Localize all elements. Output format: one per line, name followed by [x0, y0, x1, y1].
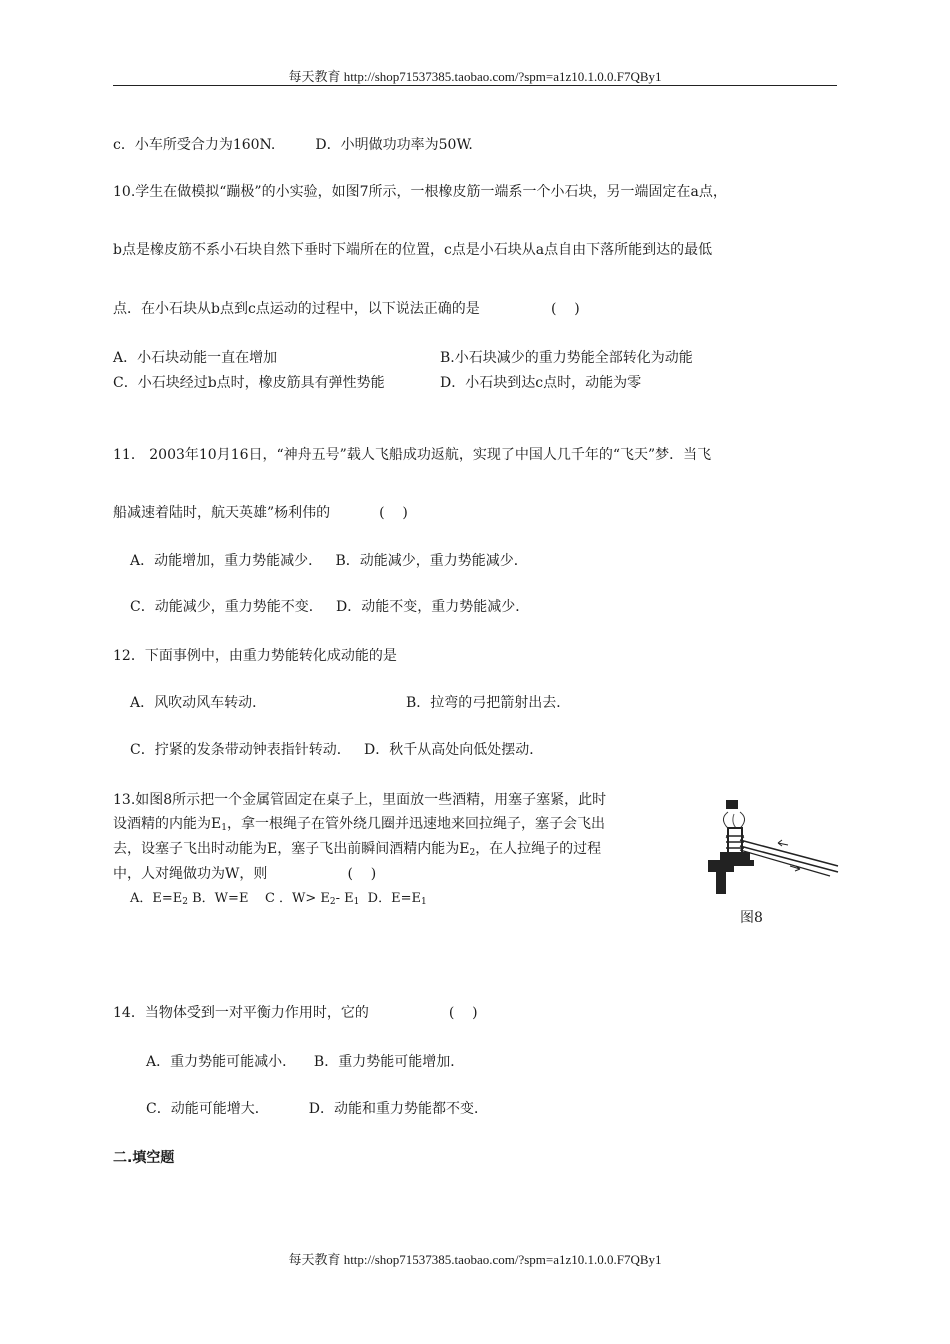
- metal-tube-shape: [728, 828, 742, 854]
- page-header: 每天教育 http://shop71537385.taobao.com/?spm=a1z10.1.0.0.F7QBy1: [288, 69, 662, 84]
- q10-line1: 10.学生在做模拟“蹦极”的小实验，如图7所示，一根橡皮筋一端系一个小石块，另一端固定在a点，: [113, 184, 727, 200]
- q11-options-cd: C．动能减少，重力势能不变． D．动能不变，重力势能减少．: [130, 599, 530, 615]
- q13-line2: 设酒精的内能为$E_1$，拿一根绳子在管外绕几圈并迅速地来回拉绳子，塞子会飞出: [113, 816, 605, 833]
- q11-options-ab: A．动能增加，重力势能减少． B．动能减少，重力势能减少．: [130, 553, 528, 569]
- q9-options-cd: c．小车所受合力为160N. D．小明做功功率为50W.: [113, 137, 473, 153]
- q12-option-b: B．拉弯的弓把箭射出去．: [406, 695, 571, 711]
- q13-line4: 中，人对绳做功为W，则 ( ): [113, 866, 377, 882]
- q10-option-c: C．小石块经过b点时，橡皮筋具有弹性势能: [113, 375, 385, 391]
- q10-option-d: D．小石块到达c点时，动能为零: [440, 375, 642, 391]
- q12-options-cd: C．拧紧的发条带动钟表指针转动． D．秋千从高处向低处摆动．: [130, 742, 544, 758]
- q10-line2: b点是橡皮筋不系小石块自然下垂时下端所在的位置，c点是小石块从a点自由下落所能到达的最低: [113, 242, 713, 258]
- page-footer: 每天教育 http://shop71537385.taobao.com/?spm=a1z10.1.0.0.F7QBy1: [288, 1252, 662, 1267]
- q11-line1: 11． 2003年10月16日，“神舟五号”载人飞船成功返航，实现了中国人几千年的“飞天”梦．当飞: [113, 447, 712, 463]
- q13-line3: 去，设塞子飞出时动能为E，塞子飞出前瞬间酒精内能为$E_2$，在人拉绳子的过程: [113, 841, 602, 858]
- table-edge-shape: [708, 860, 754, 866]
- q12-option-a: A．风吹动风车转动．: [130, 695, 267, 711]
- figure-8-caption: 图8: [740, 910, 763, 926]
- stopper-shape: [726, 800, 738, 809]
- q13-line1: 13.如图8所示把一个金属管固定在桌子上，里面放一些酒精，用塞子塞紧，此时: [113, 792, 607, 808]
- q14-options-cd: C．动能可能增大． D．动能和重力势能都不变．: [146, 1101, 488, 1117]
- q10-line3: 点．在小石块从b点到c点运动的过程中，以下说法正确的是 ( ): [113, 301, 580, 317]
- section-2-title: 二.填空题: [113, 1150, 175, 1166]
- q11-line2: 船减速着陆时，航天英雄”杨利伟的 ( ): [113, 505, 408, 521]
- clamp-shape: [720, 852, 750, 860]
- q10-option-a: A．小石块动能一直在增加: [113, 350, 278, 366]
- figure-8-metal-tube-illustration: [700, 790, 840, 900]
- q12-line1: 12．下面事例中，由重力势能转化成动能的是: [113, 648, 397, 664]
- header-rule: [113, 85, 837, 86]
- q14-line1: 14．当物体受到一对平衡力作用时，它的 ( ): [113, 1005, 478, 1021]
- q10-option-b: B.小石块减少的重力势能全部转化为动能: [440, 350, 693, 366]
- q14-options-ab: A．重力势能可能减小． B．重力势能可能增加．: [146, 1054, 465, 1070]
- q13-options: A．$E=E_2$ B．W=E C ．$W> E_2-$ $E_1$ D．$E=E_1$: [130, 891, 427, 907]
